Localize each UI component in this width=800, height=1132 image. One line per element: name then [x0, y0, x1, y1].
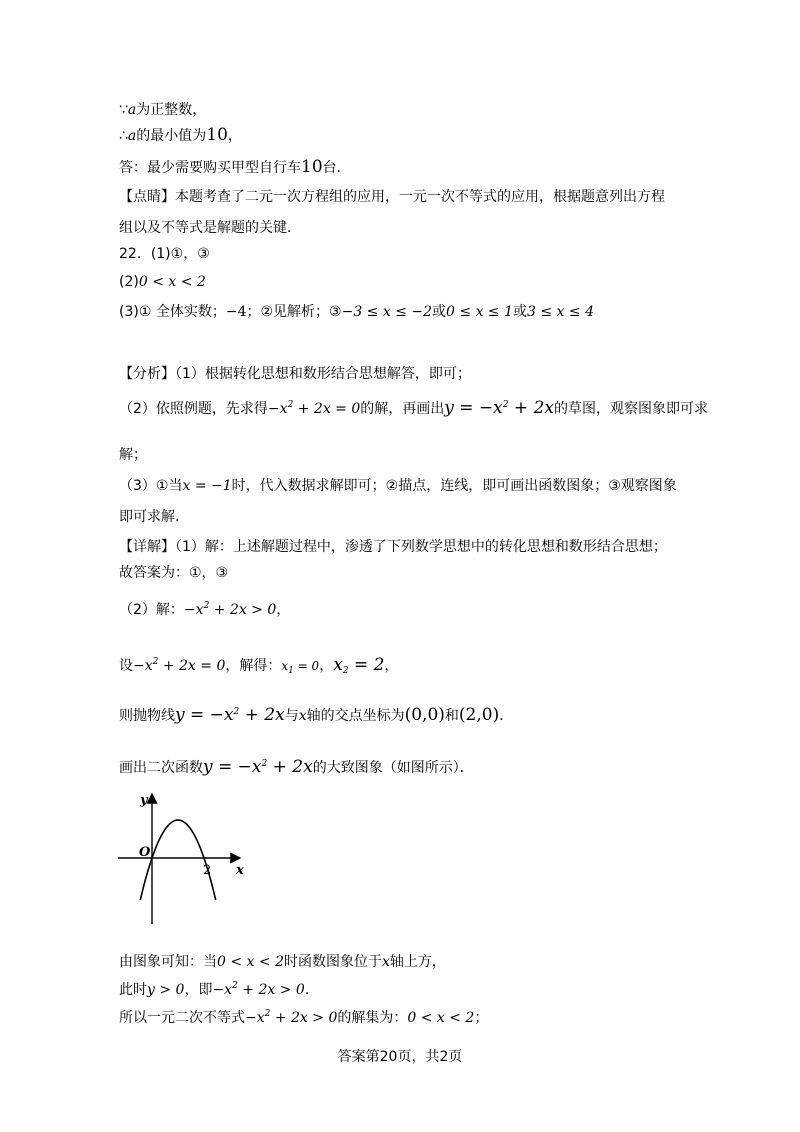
text: （2）解：: [119, 602, 184, 618]
math: $y = -x^2 + 2x$: [175, 705, 285, 725]
text: ，: [384, 658, 399, 674]
var-a: a: [127, 128, 137, 144]
line-17: [119, 655, 398, 676]
math: $-x^2 + 2x > 0$: [183, 601, 277, 618]
text: 轴上方，: [389, 954, 446, 970]
tick-label-2: 2: [203, 863, 212, 878]
line-15: [119, 563, 228, 583]
line-1: [119, 100, 206, 120]
question-number: 22．(1)①，③: [119, 246, 210, 262]
text: 与: [284, 708, 299, 724]
math: $-x^2 + 2x > 0$: [212, 981, 305, 998]
text: ，: [319, 658, 334, 674]
text: 此时: [119, 982, 147, 998]
text: 台．: [322, 160, 351, 176]
text: 故答案为：①，③: [119, 565, 229, 581]
math: −3 ≤ x ≤ −2: [341, 304, 433, 320]
text: 时函数图象位于: [283, 954, 382, 970]
line-9: [119, 364, 471, 384]
number: 10: [301, 157, 323, 177]
therefore-symbol: ∴: [119, 128, 128, 144]
line-3: [119, 157, 351, 178]
text: 或: [432, 304, 447, 320]
line-7: [119, 272, 206, 292]
text: 或: [513, 304, 528, 320]
text: ；②见解析；③: [246, 304, 342, 320]
math: $-x^2 + 2x > 0$: [245, 1009, 338, 1026]
math-inequality: 0 < x < 2: [138, 274, 206, 290]
text: ．: [304, 982, 319, 998]
text: ．: [499, 708, 514, 724]
parabola-graph: [118, 788, 248, 928]
text: 和: [444, 708, 459, 724]
text: （2）依照例题，先求得: [119, 401, 268, 417]
text: 答：最少需要购买甲型自行车: [119, 160, 301, 176]
text: ，即: [184, 982, 213, 998]
var-a: a: [127, 102, 137, 118]
math: 3 ≤ x ≤ 4: [527, 304, 594, 320]
math: (2,0): [458, 705, 500, 725]
text: 的大致图象（如图所示）．: [312, 760, 474, 776]
number: 10: [206, 125, 228, 145]
origin-label: O: [139, 845, 151, 860]
detail-heading: 【详解】（1）解：上述解题过程中，渗透了下列数学思想中的转化思想和数形结合思想；: [119, 539, 667, 555]
text: ，解得：: [225, 658, 282, 674]
text: 组以及不等式是解题的关键．: [119, 220, 301, 236]
math: $y = -x^2 + 2x$: [444, 398, 554, 418]
line-8: [119, 302, 594, 322]
line-18: [119, 705, 513, 726]
text: 解；: [119, 447, 147, 463]
because-symbol: ∵: [119, 102, 128, 118]
text: ，: [276, 602, 291, 618]
part-label: (2): [119, 274, 139, 290]
line-11: [119, 445, 147, 465]
line-14: [119, 537, 667, 557]
math: $x_1 = 0$: [281, 659, 320, 676]
line-4: [119, 187, 665, 207]
var-x: x: [298, 708, 307, 724]
math: $-x^2 + 2x = 0$: [267, 400, 361, 417]
math: $-x^2 + 2x = 0$: [133, 657, 226, 674]
math: 0 < x < 2: [217, 954, 284, 970]
line-16: [119, 600, 290, 620]
math: $y = -x^2 + 2x$: [203, 757, 313, 777]
math: 0 < x < 2: [407, 1010, 475, 1026]
line-12: [119, 476, 677, 496]
text: 的解集为：: [337, 1010, 408, 1026]
text: 则抛物线: [119, 708, 175, 724]
y-axis-label: y: [140, 793, 148, 808]
text: ，: [227, 128, 242, 144]
text: 所以一元二次不等式: [119, 1010, 245, 1026]
math: x = −1: [182, 478, 232, 494]
line-13: [119, 507, 189, 527]
text: 时，代入数据求解即可；②描点，连线，即可画出函数图象；③观察图象: [231, 478, 677, 494]
line-6: [119, 244, 210, 264]
text: 轴的交点坐标为: [306, 708, 405, 724]
page-footer: 答案第20页，共2页: [337, 1049, 463, 1065]
math: 0 ≤ x ≤ 1: [446, 304, 514, 320]
line-22: [119, 1008, 488, 1028]
math: $x_2 = 2$: [333, 655, 385, 676]
analysis-heading: 【分析】（1）根据转化思想和数形结合思想解答，即可；: [119, 366, 471, 382]
var-x: x: [381, 954, 390, 970]
text: 的最小值为: [136, 128, 207, 144]
text: 即可求解．: [119, 509, 189, 525]
math: (0,0): [404, 705, 445, 725]
text: 的草图，观察图象即可求: [553, 401, 708, 417]
line-19: [119, 757, 474, 778]
line-2: [119, 125, 242, 146]
comment-heading: 【点睛】本题考查了二元一次方程组的应用，一元一次不等式的应用，根据题意列出方程: [119, 189, 665, 205]
line-21: [119, 980, 319, 1000]
text: 由图象可知：当: [119, 954, 217, 970]
math: −4: [225, 304, 247, 320]
text: ；: [474, 1010, 489, 1026]
text: 的解，再画出: [360, 401, 445, 417]
part-label: (3)① 全体实数；: [119, 304, 226, 320]
line-10: [119, 398, 708, 419]
math: y > 0: [147, 982, 185, 998]
x-axis-label: x: [236, 863, 244, 878]
text: （3）①当: [119, 478, 183, 494]
text: 画出二次函数: [119, 760, 203, 776]
line-5: [119, 218, 301, 238]
text: 为正整数，: [136, 102, 207, 118]
text: 设: [119, 658, 133, 674]
line-20: [119, 952, 446, 972]
